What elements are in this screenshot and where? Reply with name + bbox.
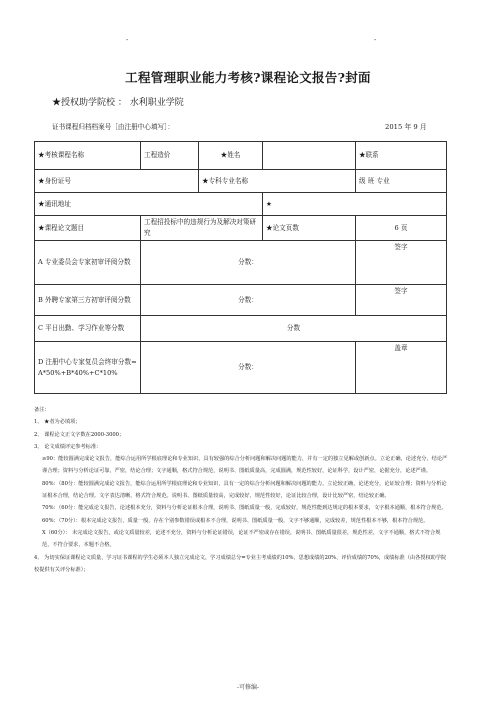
note-item: ≥90：能较圆满完成论文报告，能综合运用所学根底理论和专业知识，具有较强的综合分析问题和解决问题的能力，并有一定的独立见解或创新点。立论正确，论述充分，结论严谨合理；资料与分析论证可靠，严密，结论合理；文字通顺，格式符合规范，说明书、图纸质量高，完成圆满，规范性较好，论证科学，设计严密，论据充分，论述严谨。 (42, 456, 448, 475)
id-number-label[interactable]: ★身份证号 (35, 170, 199, 193)
seal[interactable]: 盖章 (356, 342, 447, 394)
score-d-field[interactable]: 分数： (141, 342, 356, 394)
contact-label[interactable]: ★联系 (356, 142, 447, 170)
score-b-label: B 外聘专家第三方初审评阅分数 (35, 285, 141, 316)
topic-label: ★课程论文题目 (35, 216, 141, 241)
table-row (35, 342, 447, 394)
score-b-field[interactable]: 分数： (141, 285, 356, 316)
name-field[interactable]: ★姓名 (199, 142, 263, 170)
table-row (35, 193, 447, 216)
topic-value[interactable]: 工程招投标中的违规行为及解决对策研究 (141, 216, 263, 241)
pages-value[interactable]: 6 页 (356, 216, 447, 241)
course-name-label: ★考核课程名称 (35, 142, 141, 170)
pages-label: ★论文页数 (263, 216, 356, 241)
sign-b[interactable]: 签字 (356, 285, 447, 316)
school-line: ★授权助学院校 ： 水利职业学院 (52, 98, 184, 108)
date: 2015 年 9 月 (385, 123, 427, 131)
note-item: 2、 课程论文正文字数在2000-3000； (34, 431, 125, 438)
empty-cell[interactable] (263, 142, 356, 170)
notes-section (34, 404, 450, 576)
note-item: 60%：（70分）：根本完成论文报告，质量一般，存在个别参数错误或根本不合理，说明书、图纸质量一般，文字不够通顺，完成较差，规范性根本不够，根本符合规范。 (42, 517, 429, 524)
cover-form-table (34, 141, 447, 394)
note-item: 3、 论文成绩评定参考标准： (34, 443, 102, 450)
course-value[interactable]: 工程造价 (141, 142, 199, 170)
score-d-label: D 注册中心专家复员会终审分数= A*50%+B*40%+C*10% (35, 342, 141, 394)
score-a-label: A 专业委员会专家初审评阅分数 (35, 241, 141, 285)
note-item: 4、 为切实保证课程论文质量，学习证书课程的学生必须本人独立完成论文，学习成绩总分=专业主考成绩的10%、思想成绩的20%、评价成绩的70%，成绩标准（由各授权助学院校提供有关评分标准）； (34, 554, 447, 573)
class-grade-field[interactable]: 级 班 专业 (356, 170, 447, 193)
table-row (35, 316, 447, 342)
address-label[interactable]: ★通讯地址 (35, 193, 263, 216)
note-item: X（60分）： 未完成论文报告，或论文质量较差，论述不充分，资料与分析论证错误，论证不严密或存在错误，说明书、图纸质量很差，规范性差，文字不通顺，格式不符合规范，不符合要求，本题不合格。 (42, 529, 441, 549)
table-row (35, 170, 447, 193)
table-row (35, 285, 447, 316)
score-c-label: C 平日出勤、学习作业等分数 (35, 316, 141, 342)
note-item: 80%：（80分：能较圆满完成论文报告，能综合运用所学根底理论和专业知识，具有一定的综合分析问题和解决问题的能力。立论较正确，论述充分，论证较合理；资料与分析论证根本合理，结论合理。文字表达清晰，格式符合规范。说明书、图纸质量较高，完成较好，规范性较好，论证比较合理，设计比较严密，结论较正确。 (42, 480, 447, 500)
note-item: 70%：（60分：能完成论文报告，论述根本充分，资料与分析论证根本合理，说明书、图纸质量一般，完成较好，规范性能到达规定的根本要求，文字根本通顺，根本符合规范。 (42, 505, 447, 512)
star-field[interactable]: ★ (263, 193, 447, 216)
sign-a[interactable]: 签字 (356, 241, 447, 285)
major-label[interactable]: ★专科专业名称 (199, 170, 356, 193)
header-dash-left: - (126, 36, 129, 44)
table-row (35, 241, 447, 285)
notes-heading: 备注： (34, 407, 50, 413)
table-row (35, 142, 447, 170)
score-a-field[interactable]: 分数： (141, 241, 356, 285)
score-c-field[interactable]: 分数 (141, 316, 447, 342)
page-title: 工程管理职业能力考核?课程论文报告?封面 (125, 70, 371, 85)
header-dash-right: - (374, 36, 377, 44)
table-row (35, 216, 447, 241)
page-footer: -可修编- (236, 684, 260, 691)
note-item: 1、 ★者为必填项； (34, 419, 81, 426)
cert-line: 证书课程归档档案号［由注册中心填写］： (52, 123, 174, 131)
